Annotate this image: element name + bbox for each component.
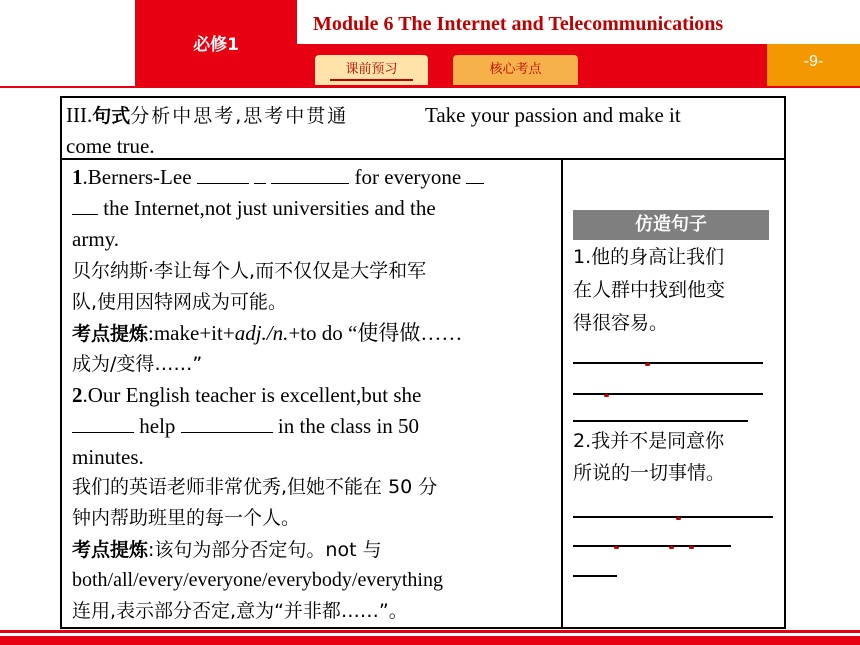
blank[interactable] (254, 163, 266, 184)
answer-mark (614, 546, 619, 549)
page-number: -9- (803, 53, 824, 70)
item1-sentence-line1 (72, 162, 484, 193)
section-numeral: III. (66, 103, 93, 127)
answer-mark (645, 363, 650, 366)
item2-point-label: 考点提炼 (72, 539, 149, 561)
table-column-divider (561, 160, 563, 627)
blank[interactable] (271, 163, 349, 184)
item2-point-text: :该句为部分否定句。not 与 (148, 539, 382, 561)
answer-line[interactable] (573, 420, 748, 422)
item1-part-b: for everyone (354, 165, 462, 189)
item1-translation-l2: 队,使用因特网成为可能。 (72, 291, 288, 313)
answer-line[interactable] (573, 516, 773, 518)
item2-part-c: in the class in 50 (277, 414, 420, 438)
item2-point-line3: 连用,表示部分否定,意为“并非都……”。 (72, 600, 408, 622)
blank[interactable] (466, 163, 484, 184)
right-item1-l3: 得很容易。 (573, 312, 669, 334)
item2-sentence-line1 (72, 380, 421, 411)
header-divider (0, 86, 860, 88)
item1-point-b: +to do “使得做…… (288, 321, 463, 345)
imitate-sentence-badge: 仿造句子 (573, 210, 769, 240)
header-left-blank (0, 0, 135, 86)
blank[interactable] (181, 412, 273, 433)
item1-part-d: army. (72, 227, 120, 251)
right-item1-l1: 1.他的身高让我们 (573, 246, 725, 268)
section-title-bold: 句式 (92, 105, 131, 127)
item2-part-b: help (139, 414, 176, 438)
item1-point-line2: 成为/变得……” (72, 353, 203, 375)
answer-line[interactable] (573, 545, 731, 547)
book-label: 必修1 (193, 35, 239, 55)
item2-point-line2: both/all/every/everyone/everybody/everything (72, 569, 443, 591)
item1-part-c: the Internet,not just universities and the (103, 196, 436, 220)
motto-line1: Take your passion and make it (425, 103, 681, 127)
item1-point-a: :make+it+ (148, 321, 235, 345)
blank[interactable] (72, 194, 98, 215)
motto-line2: come true. (66, 134, 155, 158)
blank[interactable] (72, 412, 134, 433)
item1-number: 1 (72, 165, 83, 189)
answer-line[interactable] (573, 575, 617, 577)
item2-number: 2 (72, 383, 83, 407)
item1-part-a: .Berners-Lee (82, 165, 192, 189)
answer-mark (604, 394, 609, 397)
footer-bar (0, 636, 860, 645)
right-item1-l2: 在人群中找到他变 (573, 279, 726, 301)
right-item2-l1: 2.我并不是同意你 (573, 430, 725, 452)
item2-sentence-line2 (72, 411, 419, 442)
blank[interactable] (197, 163, 249, 184)
section-title-rest: 分析中思考,思考中贯通 (130, 105, 349, 127)
answer-mark (689, 546, 694, 549)
tab-core-points[interactable]: 核心考点 (453, 55, 578, 85)
footer-line-thin (0, 630, 860, 633)
item2-translation-l1: 我们的英语老师非常优秀,但她不能在 50 分 (72, 476, 438, 498)
item1-translation-l1: 贝尔纳斯·李让每个人,而不仅仅是大学和军 (72, 260, 427, 282)
right-item2-l2: 所说的一切事情。 (573, 462, 726, 484)
item1-sentence-line2 (72, 193, 436, 224)
item2-part-d: minutes. (72, 445, 144, 469)
tab-preview[interactable]: 课前预习 (315, 55, 428, 85)
answer-line[interactable] (573, 362, 763, 364)
item2-part-a: .Our English teacher is excellent,but she (82, 383, 422, 407)
item1-point-line1 (72, 318, 462, 350)
table-row-divider (62, 158, 784, 160)
module-title: Module 6 The Internet and Telecommunications (313, 13, 724, 35)
answer-mark (676, 517, 681, 520)
item2-translation-l2: 钟内帮助班里的每一个人。 (72, 507, 301, 529)
tab-active-underline (330, 79, 413, 81)
item2-point-line1 (72, 534, 382, 566)
item1-point-italic: adj./n. (234, 321, 289, 345)
answer-line[interactable] (573, 393, 763, 395)
section-title (66, 100, 348, 132)
item1-point-label: 考点提炼 (72, 323, 149, 345)
answer-mark (669, 546, 674, 549)
